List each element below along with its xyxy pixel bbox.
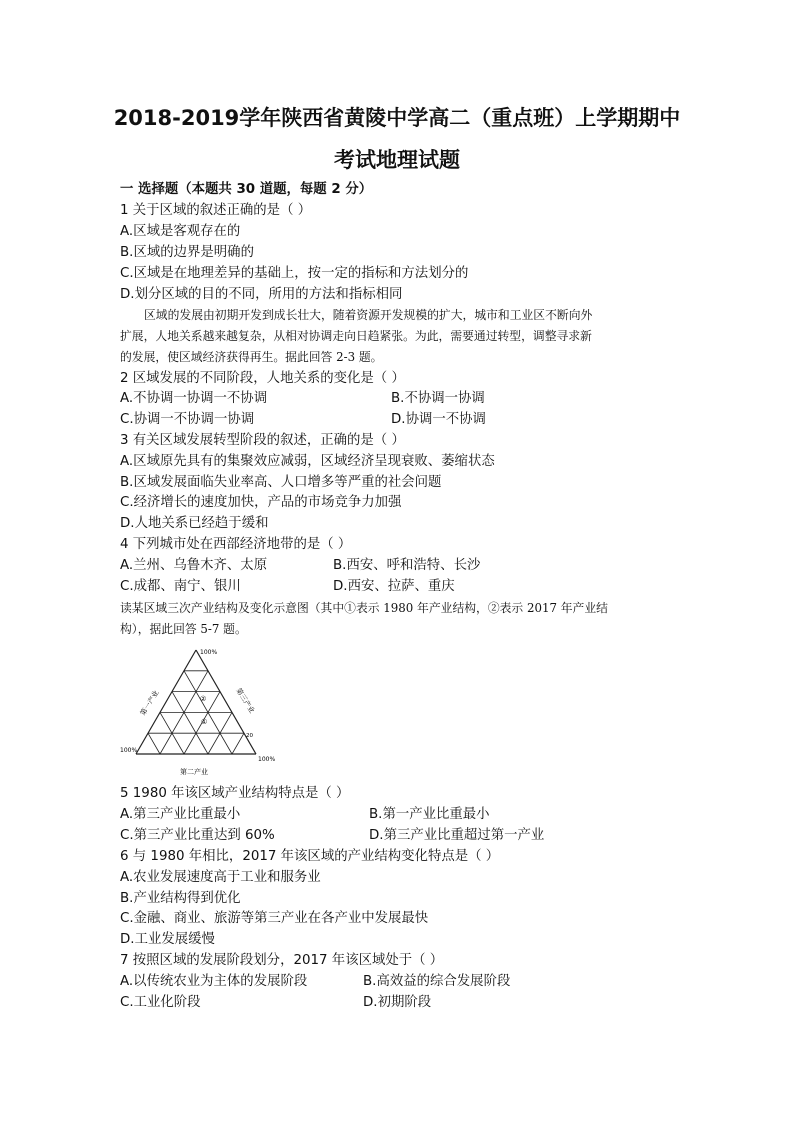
question-6-option-b: B.产业结构得到优化: [120, 891, 241, 906]
question-2-stem: 2 区域发展的不同阶段，人地关系的变化是（ ）: [120, 371, 405, 386]
bottom-axis-label: 第二产业: [180, 768, 208, 776]
ternary-industry-diagram: [118, 644, 278, 778]
question-6-option-d: D.工业发展缓慢: [120, 932, 215, 947]
question-6-option-c: C.金融、商业、旅游等第三产业在各产业中发展最快: [120, 911, 429, 926]
question-2-option-a: A.不协调一协调一不协调: [120, 391, 268, 406]
ternary-svg: [118, 644, 278, 778]
passage-1-line1: 区域的发展由初期开发到成长壮大，随着资源开发规模的扩大，城市和工业区不断向外: [144, 308, 593, 322]
question-5-option-b: B.第一产业比重最小: [369, 807, 490, 822]
passage-1-line3: 的发展，使区域经济获得再生。据此回答 2-3 题。: [120, 350, 383, 364]
question-7-option-c: C.工业化阶段: [120, 995, 201, 1010]
question-5-option-c: C.第三产业比重达到 60%: [120, 828, 275, 843]
question-7-option-b: B.高效益的综合发展阶段: [363, 974, 511, 989]
question-1-option-a: A.区域是客观存在的: [120, 224, 241, 239]
point-2-marker: ②: [200, 695, 207, 703]
question-3-option-c: C.经济增长的速度加快，产品的市场竞争力加强: [120, 495, 402, 510]
apex-label: 100%: [200, 649, 218, 656]
right-corner-label: 100%: [258, 756, 276, 763]
question-4-stem: 4 下列城市处在西部经济地带的是（ ）: [120, 537, 352, 552]
question-7-stem: 7 按照区域的发展阶段划分，2017 年该区域处于（ ）: [120, 953, 444, 968]
grid-line-diagonal-a: [148, 733, 160, 754]
question-6-stem: 6 与 1980 年相比，2017 年该区域的产业结构变化特点是（ ）: [120, 849, 500, 864]
question-3-option-d: D.人地关系已经趋于缓和: [120, 516, 269, 531]
passage-2-line2: 构），据此回答 5-7 题。: [120, 622, 247, 636]
exam-title-line1: 2018-2019学年陕西省黄陵中学高二（重点班）上学期期中: [113, 106, 681, 130]
question-4-option-b: B.西安、呼和浩特、长沙: [333, 558, 481, 573]
question-3-option-a: A.区域原先具有的集聚效应减弱，区域经济呈现衰败、萎缩状态: [120, 454, 495, 469]
exam-title-line2: 考试地理试题: [334, 148, 460, 172]
question-2-option-b: B.不协调一协调: [391, 391, 485, 406]
question-4-option-a: A.兰州、乌鲁木齐、太原: [120, 558, 268, 573]
question-5-option-d: D.第三产业比重超过第一产业: [369, 828, 545, 843]
right-axis-label: 第三产业: [234, 686, 256, 715]
question-1-option-c: C.区域是在地理差异的基础上，按一定的指标和方法划分的: [120, 266, 469, 281]
question-3-option-b: B.区域发展面临失业率高、人口增多等严重的社会问题: [120, 475, 442, 490]
passage-1-line2: 扩展，人地关系越来越复杂，从相对协调走向日趋紧张。为此，需要通过转型，调整寻求新: [120, 329, 592, 343]
question-3-stem: 3 有关区域发展转型阶段的叙述，正确的是（ ）: [120, 433, 405, 448]
left-axis-label: 第一产业: [138, 689, 161, 718]
question-7-option-a: A.以传统农业为主体的发展阶段: [120, 974, 308, 989]
passage-2: [120, 598, 680, 640]
passage-2-line1: 读某区域三次产业结构及变化示意图（其中①表示 1980 年产业结构，②表示 2017 年产业结: [120, 601, 608, 615]
grid-line-diagonal-b: [232, 733, 244, 754]
question-6-option-a: A.农业发展速度高于工业和服务业: [120, 870, 321, 885]
question-2-option-c: C.协调一不协调一协调: [120, 412, 255, 427]
question-1-option-b: B.区域的边界是明确的: [120, 245, 254, 260]
question-5-stem: 5 1980 年该区域产业结构特点是（ ）: [120, 786, 350, 801]
question-5-option-a: A.第三产业比重最小: [120, 807, 241, 822]
question-4-option-d: D.西安、拉萨、重庆: [333, 579, 455, 594]
passage-1: [120, 305, 676, 368]
question-7-option-d: D.初期阶段: [363, 995, 432, 1010]
question-1-stem: 1 关于区域的叙述正确的是（ ）: [120, 203, 312, 218]
left-corner-label: 100%: [120, 747, 138, 754]
question-4-option-c: C.成都、南宁、银川: [120, 579, 241, 594]
question-2-option-d: D.协调一不协调: [391, 412, 486, 427]
section-heading: 一 选择题（本题共 30 道题，每题 2 分）: [120, 182, 373, 197]
question-1-option-d: D.划分区域的目的不同，所用的方法和指标相同: [120, 287, 403, 302]
tick-20-label: 20: [246, 733, 253, 739]
point-1-marker: ①: [201, 718, 208, 726]
